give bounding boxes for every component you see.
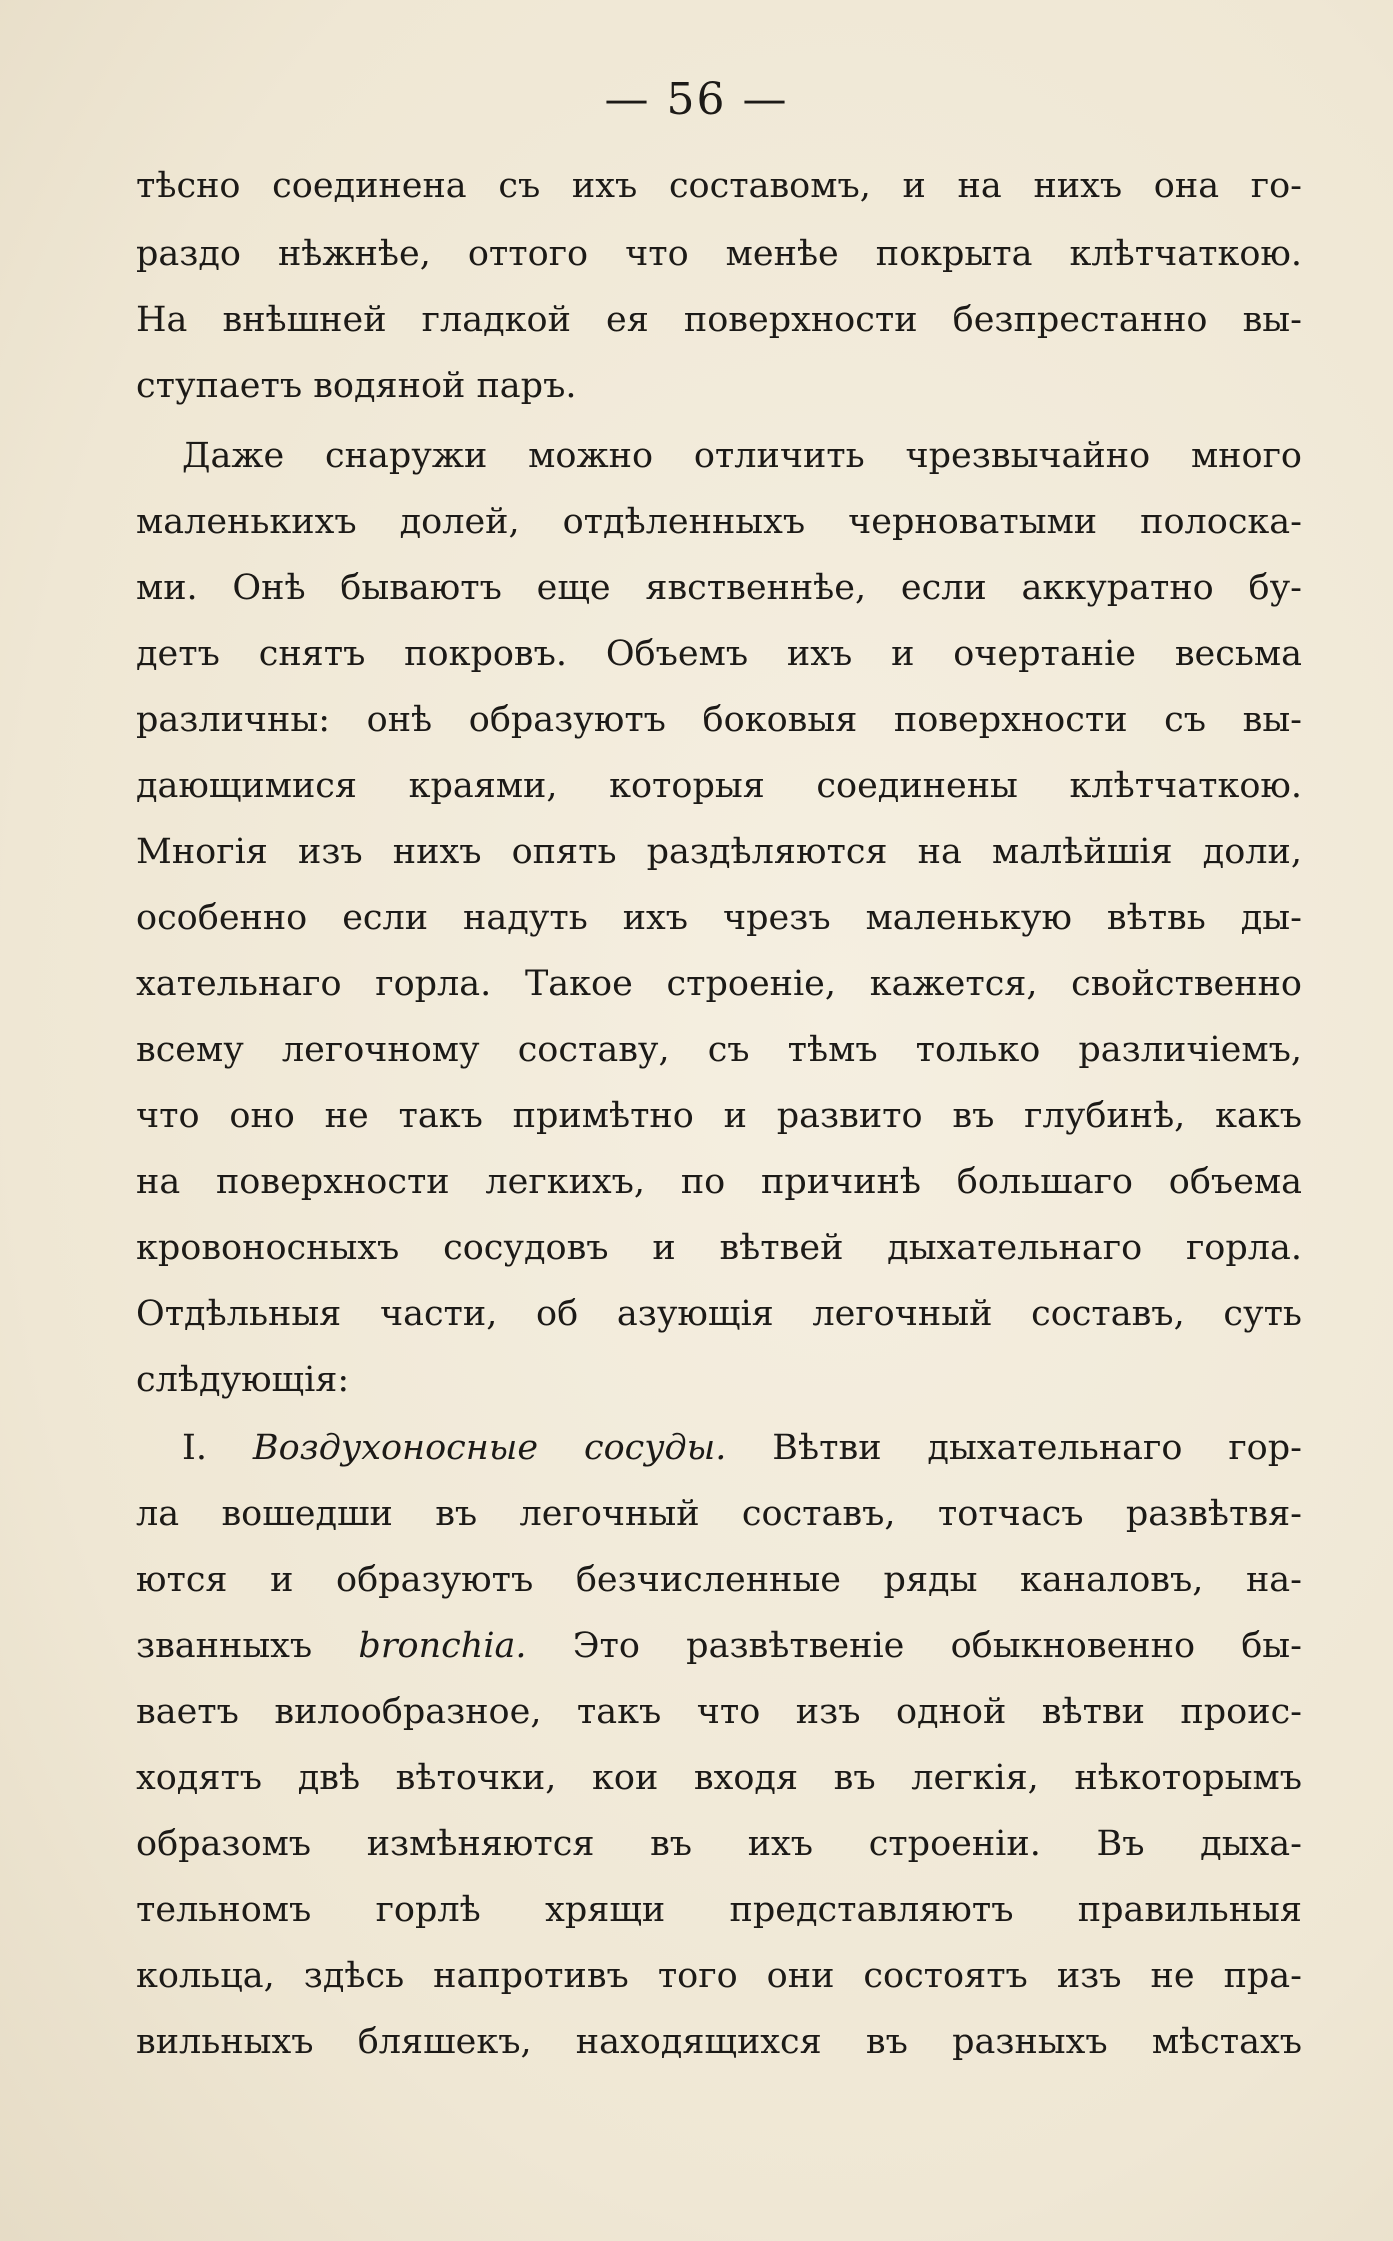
text-line: хательнаго горла. Такое строеніе, кажется, свойственно bbox=[136, 964, 1302, 1004]
text-line: ходятъ двѣ вѣточки, кои входя въ легкія, нѣкоторымъ bbox=[136, 1758, 1302, 1798]
section-number: I. bbox=[182, 1428, 207, 1468]
text-line: ступаетъ водяной паръ. bbox=[136, 366, 577, 406]
section-first-line-text: Вѣтви дыхательнаго гор- bbox=[772, 1428, 1302, 1468]
text-line: На внѣшней гладкой ея поверхности безпрестанно вы- bbox=[136, 300, 1302, 340]
text-fragment: Это развѣтвеніе обыкновенно бы- bbox=[572, 1626, 1302, 1666]
text-line: ваетъ вилообразное, такъ что изъ одной вѣтви проис- bbox=[136, 1692, 1302, 1732]
text-line: на поверхности легкихъ, по причинѣ большаго объема bbox=[136, 1162, 1302, 1202]
page-number: — 56 — bbox=[604, 74, 789, 125]
text-line: Даже снаружи можно отличить чрезвычайно много bbox=[182, 436, 1302, 476]
text-line: маленькихъ долей, отдѣленныхъ черноватыми полоска- bbox=[136, 502, 1302, 542]
text-line: раздо нѣжнѣе, оттого что менѣе покрыта клѣтчаткою. bbox=[136, 234, 1302, 274]
text-line: ла вошедши въ легочный составъ, тотчасъ развѣтвя- bbox=[136, 1494, 1302, 1534]
text-line: что оно не такъ примѣтно и развито въ глубинѣ, какъ bbox=[136, 1096, 1302, 1136]
text-line: тѣсно соединена съ ихъ составомъ, и на нихъ она го- bbox=[136, 166, 1302, 206]
text-line: всему легочному составу, съ тѣмъ только различіемъ, bbox=[136, 1030, 1302, 1070]
text-line: ми. Онѣ бываютъ еще явственнѣе, если аккуратно бу- bbox=[136, 568, 1302, 608]
text-line: Отдѣльныя части, об азующія легочный составъ, суть bbox=[136, 1294, 1302, 1334]
text-line: особенно если надуть ихъ чрезъ маленькую вѣтвь ды- bbox=[136, 898, 1302, 938]
text-line: детъ снятъ покровъ. Объемъ ихъ и очертаніе весьма bbox=[136, 634, 1302, 674]
bronchia-line bbox=[136, 1624, 1302, 1668]
latin-term: bronchia. bbox=[358, 1626, 527, 1666]
text-line: кольца, здѣсь напротивъ того они состоятъ изъ не пра- bbox=[136, 1956, 1302, 1996]
text-line: различны: онѣ образуютъ боковыя поверхности съ вы- bbox=[136, 700, 1302, 740]
text-line: Многія изъ нихъ опять раздѣляются на малѣйшія доли, bbox=[136, 832, 1302, 872]
section-title: Воздухоносные сосуды. bbox=[252, 1428, 727, 1468]
text-line: тельномъ горлѣ хрящи представляютъ правильныя bbox=[136, 1890, 1302, 1930]
text-fragment: званныхъ bbox=[136, 1626, 313, 1666]
text-line: слѣдующія: bbox=[136, 1360, 350, 1400]
text-line: кровоносныхъ сосудовъ и вѣтвей дыхательнаго горла. bbox=[136, 1228, 1302, 1268]
text-line: дающимися краями, которыя соединены клѣтчаткою. bbox=[136, 766, 1302, 806]
text-line: образомъ измѣняются въ ихъ строеніи. Въ дыха- bbox=[136, 1824, 1302, 1864]
text-line: вильныхъ бляшекъ, находящихся въ разныхъ мѣстахъ bbox=[136, 2022, 1302, 2062]
section-heading-line bbox=[182, 1426, 1302, 1470]
text-line: ются и образуютъ безчисленные ряды каналовъ, на- bbox=[136, 1560, 1302, 1600]
